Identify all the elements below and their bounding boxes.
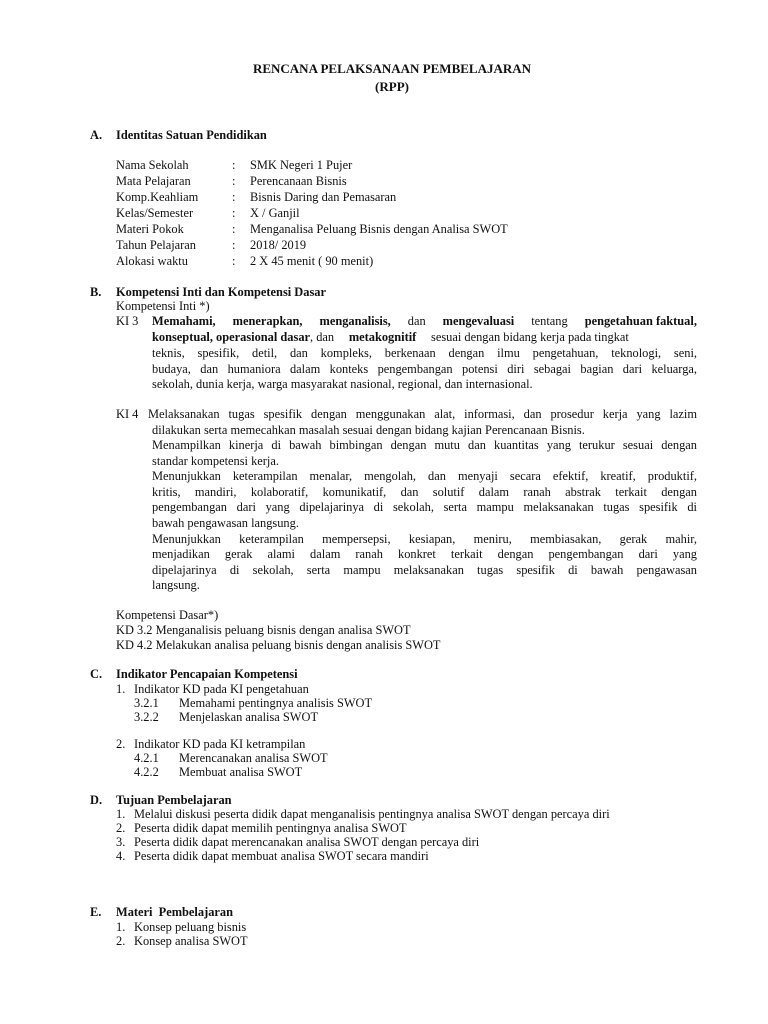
section-d-letter: D.	[90, 793, 103, 807]
indicator-group-number: 2.	[116, 737, 126, 751]
ki3-word: metakognitif	[348, 330, 417, 344]
section-a-title: Identitas Satuan Pendidikan	[116, 128, 267, 142]
identity-label: Alokasi waktu	[116, 254, 188, 268]
ki3-word: Memahami,	[152, 314, 216, 328]
identity-colon: :	[232, 158, 236, 172]
ki3-word: , dan	[310, 330, 335, 344]
ki3-text-line: teknis, spesifik, detil, dan kompleks, berkenaan dengan ilmu pengetahuan, teknologi, seni,	[152, 346, 697, 360]
ki3-word: dan	[407, 314, 426, 328]
ki-heading: Kompetensi Inti *)	[116, 299, 210, 313]
identity-label: Mata Pelajaran	[116, 174, 191, 188]
objective-text: Peserta didik dapat memilih pentingnya analisa SWOT	[134, 821, 407, 835]
ki3-word: sesuai dengan bidang kerja pada tingkat	[431, 330, 629, 344]
objective-number: 1.	[116, 807, 126, 821]
section-e-title: Materi Pembelajaran	[116, 905, 233, 919]
indicator-code: 4.2.2	[134, 765, 159, 779]
identity-label: Komp.Keahliam	[116, 190, 199, 204]
ki4-text-line: dipelajarinya di sekolah, serta mampu melaksanakan tugas spesifik di bawah pengawasan	[152, 562, 697, 577]
material-number: 1.	[116, 920, 126, 934]
section-c-letter: C.	[90, 667, 103, 681]
identity-value: SMK Negeri 1 Pujer	[250, 158, 353, 172]
indicator-text: Menjelaskan analisa SWOT	[179, 710, 319, 724]
ki3-word: menerapkan,	[232, 314, 303, 328]
indicator-group-label: Indikator KD pada KI pengetahuan	[134, 682, 309, 696]
objective-number: 2.	[116, 821, 126, 835]
identity-value: 2018/ 2019	[250, 238, 307, 252]
identity-value: Menganalisa Peluang Bisnis dengan Analisa SWOT	[250, 222, 508, 236]
document-subtitle: (RPP)	[375, 79, 409, 94]
indicator-code: 3.2.2	[134, 710, 159, 724]
ki4-text-line: Menunjukkan keterampilan mempersepsi, kesiapan, meniru, membiasakan, gerak mahir,	[152, 531, 697, 546]
identity-value: X / Ganjil	[250, 206, 300, 220]
identity-label: Nama Sekolah	[116, 158, 189, 172]
indicator-text: Memahami pentingnya analisis SWOT	[179, 696, 373, 710]
ki4-label: KI 4	[116, 407, 139, 421]
identity-colon: :	[232, 254, 236, 268]
indicator-text: Merencanakan analisa SWOT	[179, 751, 328, 765]
identity-label: Kelas/Semester	[116, 206, 194, 220]
kd-item: KD 3.2 Menganalisis peluang bisnis dengan analisa SWOT	[116, 623, 411, 637]
indicator-group-label: Indikator KD pada KI ketrampilan	[134, 737, 306, 751]
ki4-text-line: menjadikan gerak alami dalam ranah konkret terkait dengan pengembangan dari yang	[152, 547, 697, 562]
identity-colon: :	[232, 238, 236, 252]
section-a-letter: A.	[90, 128, 103, 142]
ki4-text-line: bawah pengawasan langsung.	[152, 516, 299, 531]
indicator-code: 3.2.1	[134, 696, 159, 710]
identity-colon: :	[232, 222, 236, 236]
objective-number: 4.	[116, 849, 126, 863]
ki4-paragraph	[152, 423, 697, 595]
ki3-word-group	[431, 330, 697, 345]
ki4-text-line: Melaksanakan tugas spesifik dengan menggunakan alat, informasi, dan prosedur kerja yang lazim	[148, 407, 697, 421]
ki3-label: KI 3	[116, 314, 139, 328]
ki3-line	[152, 330, 697, 345]
objective-number: 3.	[116, 835, 126, 849]
kd-item: KD 4.2 Melakukan analisa peluang bisnis dengan analisis SWOT	[116, 638, 441, 652]
kd-heading: Kompetensi Dasar*)	[116, 608, 219, 622]
identity-colon: :	[232, 174, 236, 188]
material-text: Konsep peluang bisnis	[134, 920, 247, 934]
document-title: RENCANA PELAKSANAAN PEMBELAJARAN	[252, 61, 532, 76]
ki4-text-line: pengembangan dari yang dipelajarinya di sekolah, serta mampu melaksanakan tugas spesifik di	[152, 500, 697, 515]
ki4-text-line: dilakukan serta memecahkan masalah sesuai dengan bidang kajian Perencanaan Bisnis.	[152, 422, 585, 437]
section-d-title: Tujuan Pembelajaran	[116, 793, 232, 807]
ki3-word: pengetahuan faktual,	[584, 314, 697, 328]
section-b-title: Kompetensi Inti dan Kompetensi Dasar	[116, 285, 326, 299]
identity-value: Perencanaan Bisnis	[250, 174, 347, 188]
ki3-text-line: budaya, dan humaniora dalam konteks pengembangan potensi diri sebagai bagian dari keluarga,	[152, 361, 697, 376]
ki4-text-line: Menunjukkan keterampilan menalar, mengolah, dan menyaji secara efektif, kreatif, produktif,	[152, 469, 697, 484]
objective-text: Melalui diskusi peserta didik dapat menganalisis pentingnya analisa SWOT dengan percaya diri	[134, 807, 610, 821]
identity-colon: :	[232, 206, 236, 220]
ki3-line	[152, 314, 697, 329]
ki4-text-line: Menampilkan kinerja di bawah bimbingan dengan mutu dan kuantitas yang terukur sesuai dengan	[152, 438, 697, 453]
identity-colon: :	[232, 190, 236, 204]
section-e-letter: E.	[90, 905, 102, 919]
ki3-paragraph	[152, 346, 697, 393]
ki3-word: konseptual, operasional dasar	[152, 330, 311, 344]
identity-value: 2 X 45 menit ( 90 menit)	[250, 254, 374, 268]
objective-text: Peserta didik dapat membuat analisa SWOT secara mandiri	[134, 849, 429, 863]
ki3-word: menganalisis,	[319, 314, 391, 328]
material-number: 2.	[116, 934, 126, 948]
identity-value: Bisnis Daring dan Pemasaran	[250, 190, 397, 204]
ki4-text-line: langsung.	[152, 578, 200, 593]
identity-label: Tahun Pelajaran	[116, 238, 196, 252]
indicator-group-number: 1.	[116, 682, 126, 696]
identity-label: Materi Pokok	[116, 222, 184, 236]
objective-text: Peserta didik dapat merencanakan analisa SWOT dengan percaya diri	[134, 835, 480, 849]
ki3-word: tentang	[531, 314, 568, 328]
ki3-word: mengevaluasi	[442, 314, 515, 328]
ki4-first-line	[148, 407, 697, 423]
indicator-code: 4.2.1	[134, 751, 159, 765]
indicator-text: Membuat analisa SWOT	[179, 765, 303, 779]
ki4-text-line: standar kompetensi kerja.	[152, 453, 279, 468]
ki4-text-line: kritis, mandiri, kolaboratif, komunikatif, dan solutif dalam ranah abstrak terkait dengan	[152, 484, 697, 499]
section-c-title: Indikator Pencapaian Kompetensi	[116, 667, 298, 681]
section-b-letter: B.	[90, 285, 102, 299]
material-text: Konsep analisa SWOT	[134, 934, 248, 948]
ki3-text-line: sekolah, dunia kerja, warga masyarakat nasional, regional, dan internasional.	[152, 377, 533, 392]
